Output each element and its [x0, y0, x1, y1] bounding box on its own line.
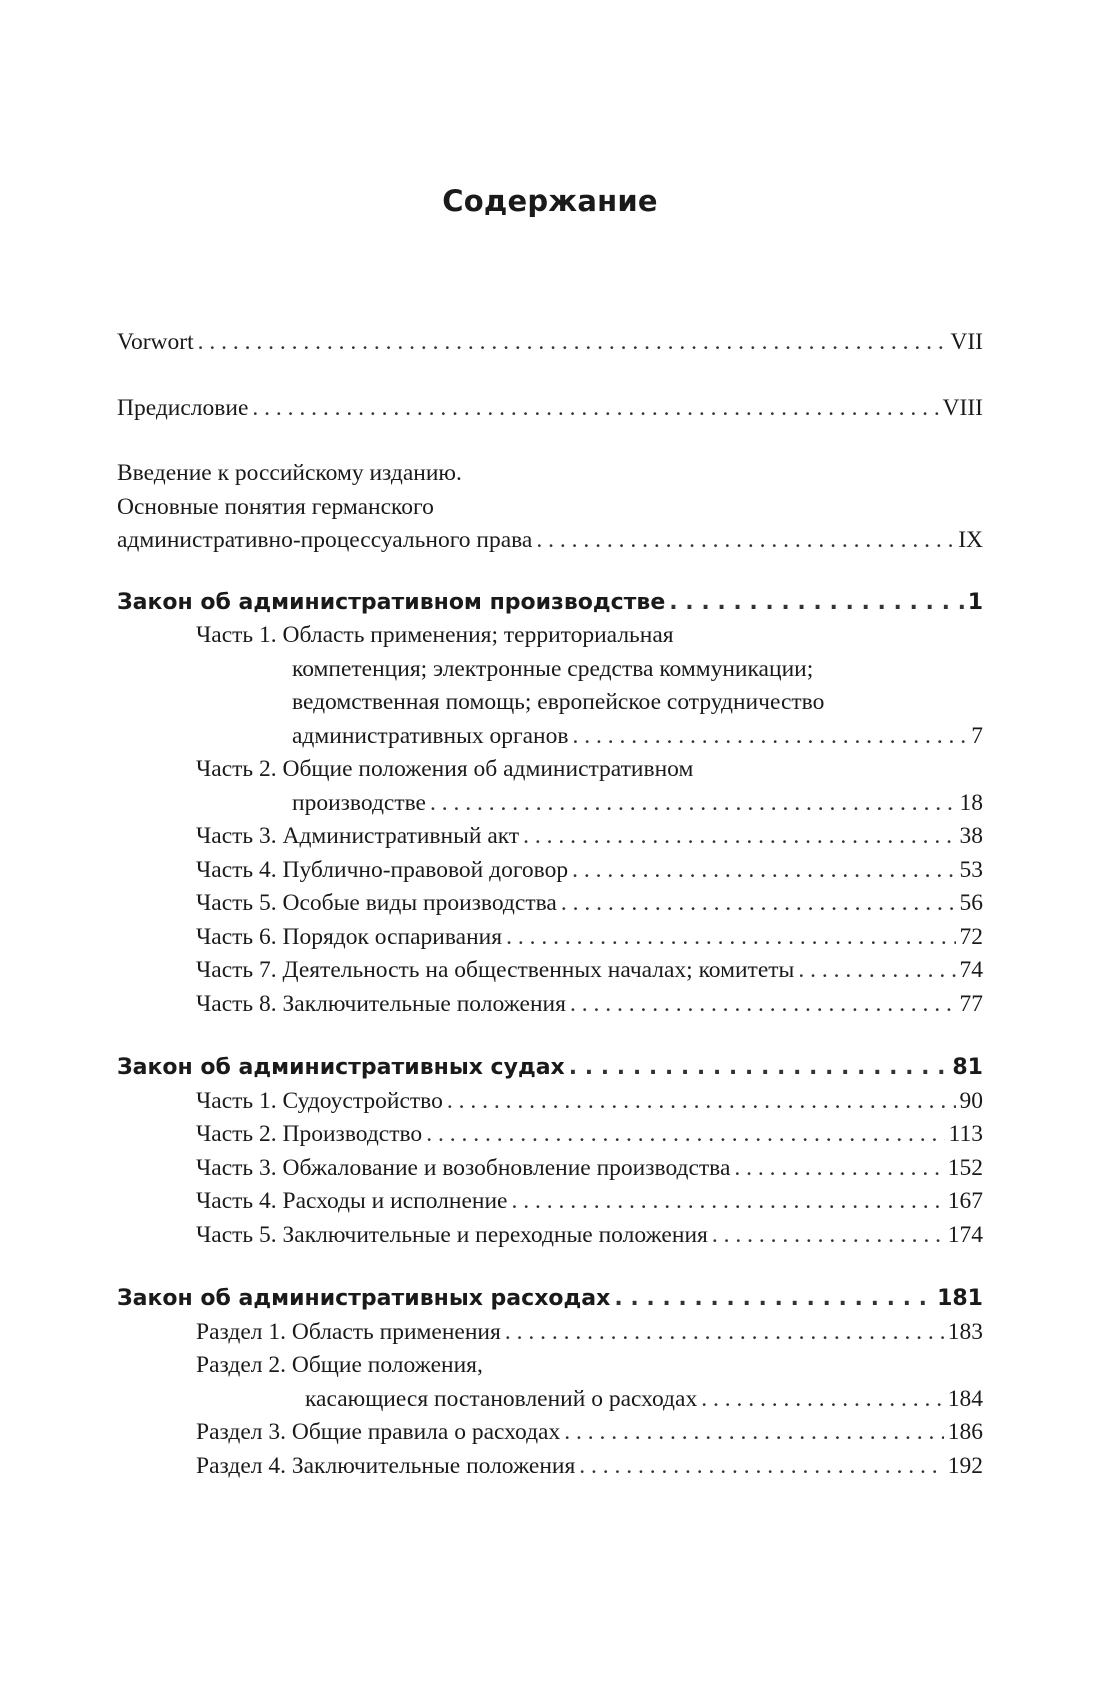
dot-leader: [572, 720, 967, 754]
toc-entry-introduction[interactable]: [117, 457, 983, 558]
toc-part-entry[interactable]: [117, 820, 983, 854]
toc-part-entry[interactable]: [117, 1219, 983, 1253]
toc-page-number: 152: [947, 1154, 983, 1181]
toc-page-number: 81: [952, 1055, 983, 1080]
toc-page-number: 74: [959, 957, 983, 983]
toc-entry-label: касающиеся постановлений о расходах: [305, 1385, 698, 1412]
toc-page-number: 184: [947, 1385, 983, 1412]
toc-entry-label: Vorwort: [117, 329, 194, 355]
toc-page-number: 72: [959, 923, 983, 950]
toc-entry-label: Часть 2. Производство: [196, 1121, 423, 1147]
toc-entry-label: Часть 8. Заключительные положения: [196, 990, 566, 1017]
dot-leader: [523, 820, 955, 854]
dot-leader: [579, 1450, 943, 1484]
table-of-contents: [117, 326, 983, 1483]
toc-page-number: 53: [959, 856, 983, 883]
dot-leader: [426, 1118, 944, 1152]
toc-page-number: IX: [958, 527, 983, 553]
toc-entry-label: Раздел 1. Область применения: [196, 1318, 501, 1345]
toc-entry-label: Раздел 3. Общие правила о расходах: [196, 1419, 561, 1445]
toc-part-entry[interactable]: [117, 988, 983, 1022]
toc-part-entry[interactable]: [117, 1118, 983, 1152]
toc-entry-label: Часть 1. Область применения; территориальная: [196, 622, 674, 648]
toc-section-heading[interactable]: [117, 586, 983, 620]
toc-part-entry[interactable]: [117, 954, 983, 988]
dot-leader: [798, 954, 955, 988]
toc-entry-label: Часть 6. Порядок оспаривания: [196, 923, 503, 950]
toc-entry-label: Часть 3. Административный акт: [196, 823, 520, 849]
dot-leader: [252, 392, 938, 426]
toc-part-entry[interactable]: [117, 887, 983, 921]
dot-leader: [536, 524, 954, 558]
dot-leader: [669, 586, 963, 620]
toc-page-number: 174: [947, 1221, 983, 1248]
dot-leader: [447, 1085, 956, 1119]
toc-page-number: VIII: [942, 394, 983, 421]
dot-leader: [734, 1152, 943, 1186]
toc-page-number: 18: [959, 789, 983, 816]
toc-entry-label: Часть 7. Деятельность на общественных началах; комитеты: [196, 957, 795, 983]
toc-part-entry[interactable]: [117, 1450, 983, 1484]
toc-part-entry[interactable]: [117, 1085, 983, 1119]
page-title: Содержание: [442, 184, 658, 218]
toc-entry-label: Основные понятия германского: [117, 493, 434, 520]
dot-leader: [614, 1282, 933, 1316]
toc-part-entry[interactable]: [117, 921, 983, 955]
toc-entry-label: производстве: [292, 789, 426, 816]
toc-part-entry[interactable]: [117, 1152, 983, 1186]
toc-entry-label: компетенция; электронные средства коммуникации;: [292, 655, 814, 682]
toc-part-entry[interactable]: [117, 1349, 983, 1416]
toc-section-heading[interactable]: [117, 1051, 983, 1085]
dot-leader: [701, 1383, 944, 1417]
dot-leader: [712, 1219, 944, 1253]
dot-leader: [430, 787, 956, 821]
toc-part-entry[interactable]: [117, 753, 983, 820]
toc-page-number: 192: [947, 1452, 983, 1479]
toc-page-number: 90: [959, 1087, 983, 1114]
toc-page-number: 1: [967, 589, 983, 615]
toc-part-entry[interactable]: [117, 1185, 983, 1219]
toc-page-number: 183: [947, 1318, 983, 1345]
toc-entry-label: Часть 2. Общие положения об административном: [196, 756, 694, 782]
dot-leader: [569, 1051, 949, 1085]
toc-entry-label: Предисловие: [117, 394, 249, 421]
toc-entry-label: административно-процессуального права: [117, 527, 533, 553]
dot-leader: [561, 887, 956, 921]
toc-entry-label: Часть 3. Обжалование и возобновление производства: [196, 1154, 731, 1181]
toc-entry-label: Часть 4. Публично-правовой договор: [196, 856, 569, 883]
toc-page-number: 56: [959, 890, 983, 916]
toc-part-entry[interactable]: [117, 1416, 983, 1450]
toc-entry-label: Раздел 2. Общие положения,: [196, 1352, 483, 1378]
toc-page-number: 113: [948, 1121, 983, 1147]
toc-entry-label: Раздел 4. Заключительные положения: [196, 1452, 576, 1479]
toc-part-entry[interactable]: [117, 1316, 983, 1350]
toc-entry-label: Часть 4. Расходы и исполнение: [196, 1188, 508, 1214]
toc-entry-label: ведомственная помощь; европейское сотрудничество: [292, 689, 825, 715]
dot-leader: [564, 1416, 944, 1450]
toc-entry-label: Часть 1. Судоустройство: [196, 1087, 443, 1114]
dot-leader: [505, 1316, 944, 1350]
dot-leader: [506, 921, 955, 955]
toc-entry-label: административных органов: [292, 722, 569, 749]
toc-entry-vorwort[interactable]: [117, 326, 983, 360]
dot-leader: [511, 1185, 943, 1219]
section-title: Закон об административных расходах: [117, 1286, 611, 1311]
toc-page-number: 186: [947, 1419, 983, 1445]
toc-section-heading[interactable]: [117, 1282, 983, 1316]
toc-entry-label: Часть 5. Особые виды производства: [196, 890, 557, 916]
section-title: Закон об административном производстве: [117, 589, 666, 615]
toc-page-number: 167: [947, 1188, 983, 1214]
dot-leader: [570, 988, 956, 1022]
toc-part-entry[interactable]: [117, 619, 983, 753]
section-title: Закон об административных судах: [117, 1055, 565, 1080]
toc-page-number: 181: [937, 1286, 983, 1311]
toc-page-number: VII: [950, 329, 983, 355]
toc-entry-preface[interactable]: [117, 392, 983, 426]
toc-page-number: 7: [971, 722, 983, 749]
toc-entry-label: Введение к российскому изданию.: [117, 460, 462, 486]
toc-page-number: 77: [959, 990, 983, 1017]
toc-entry-label: Часть 5. Заключительные и переходные положения: [196, 1221, 708, 1248]
toc-part-entry[interactable]: [117, 854, 983, 888]
toc-page-number: 38: [959, 823, 983, 849]
page: [117, 0, 983, 1693]
dot-leader: [198, 326, 947, 360]
dot-leader: [572, 854, 955, 888]
